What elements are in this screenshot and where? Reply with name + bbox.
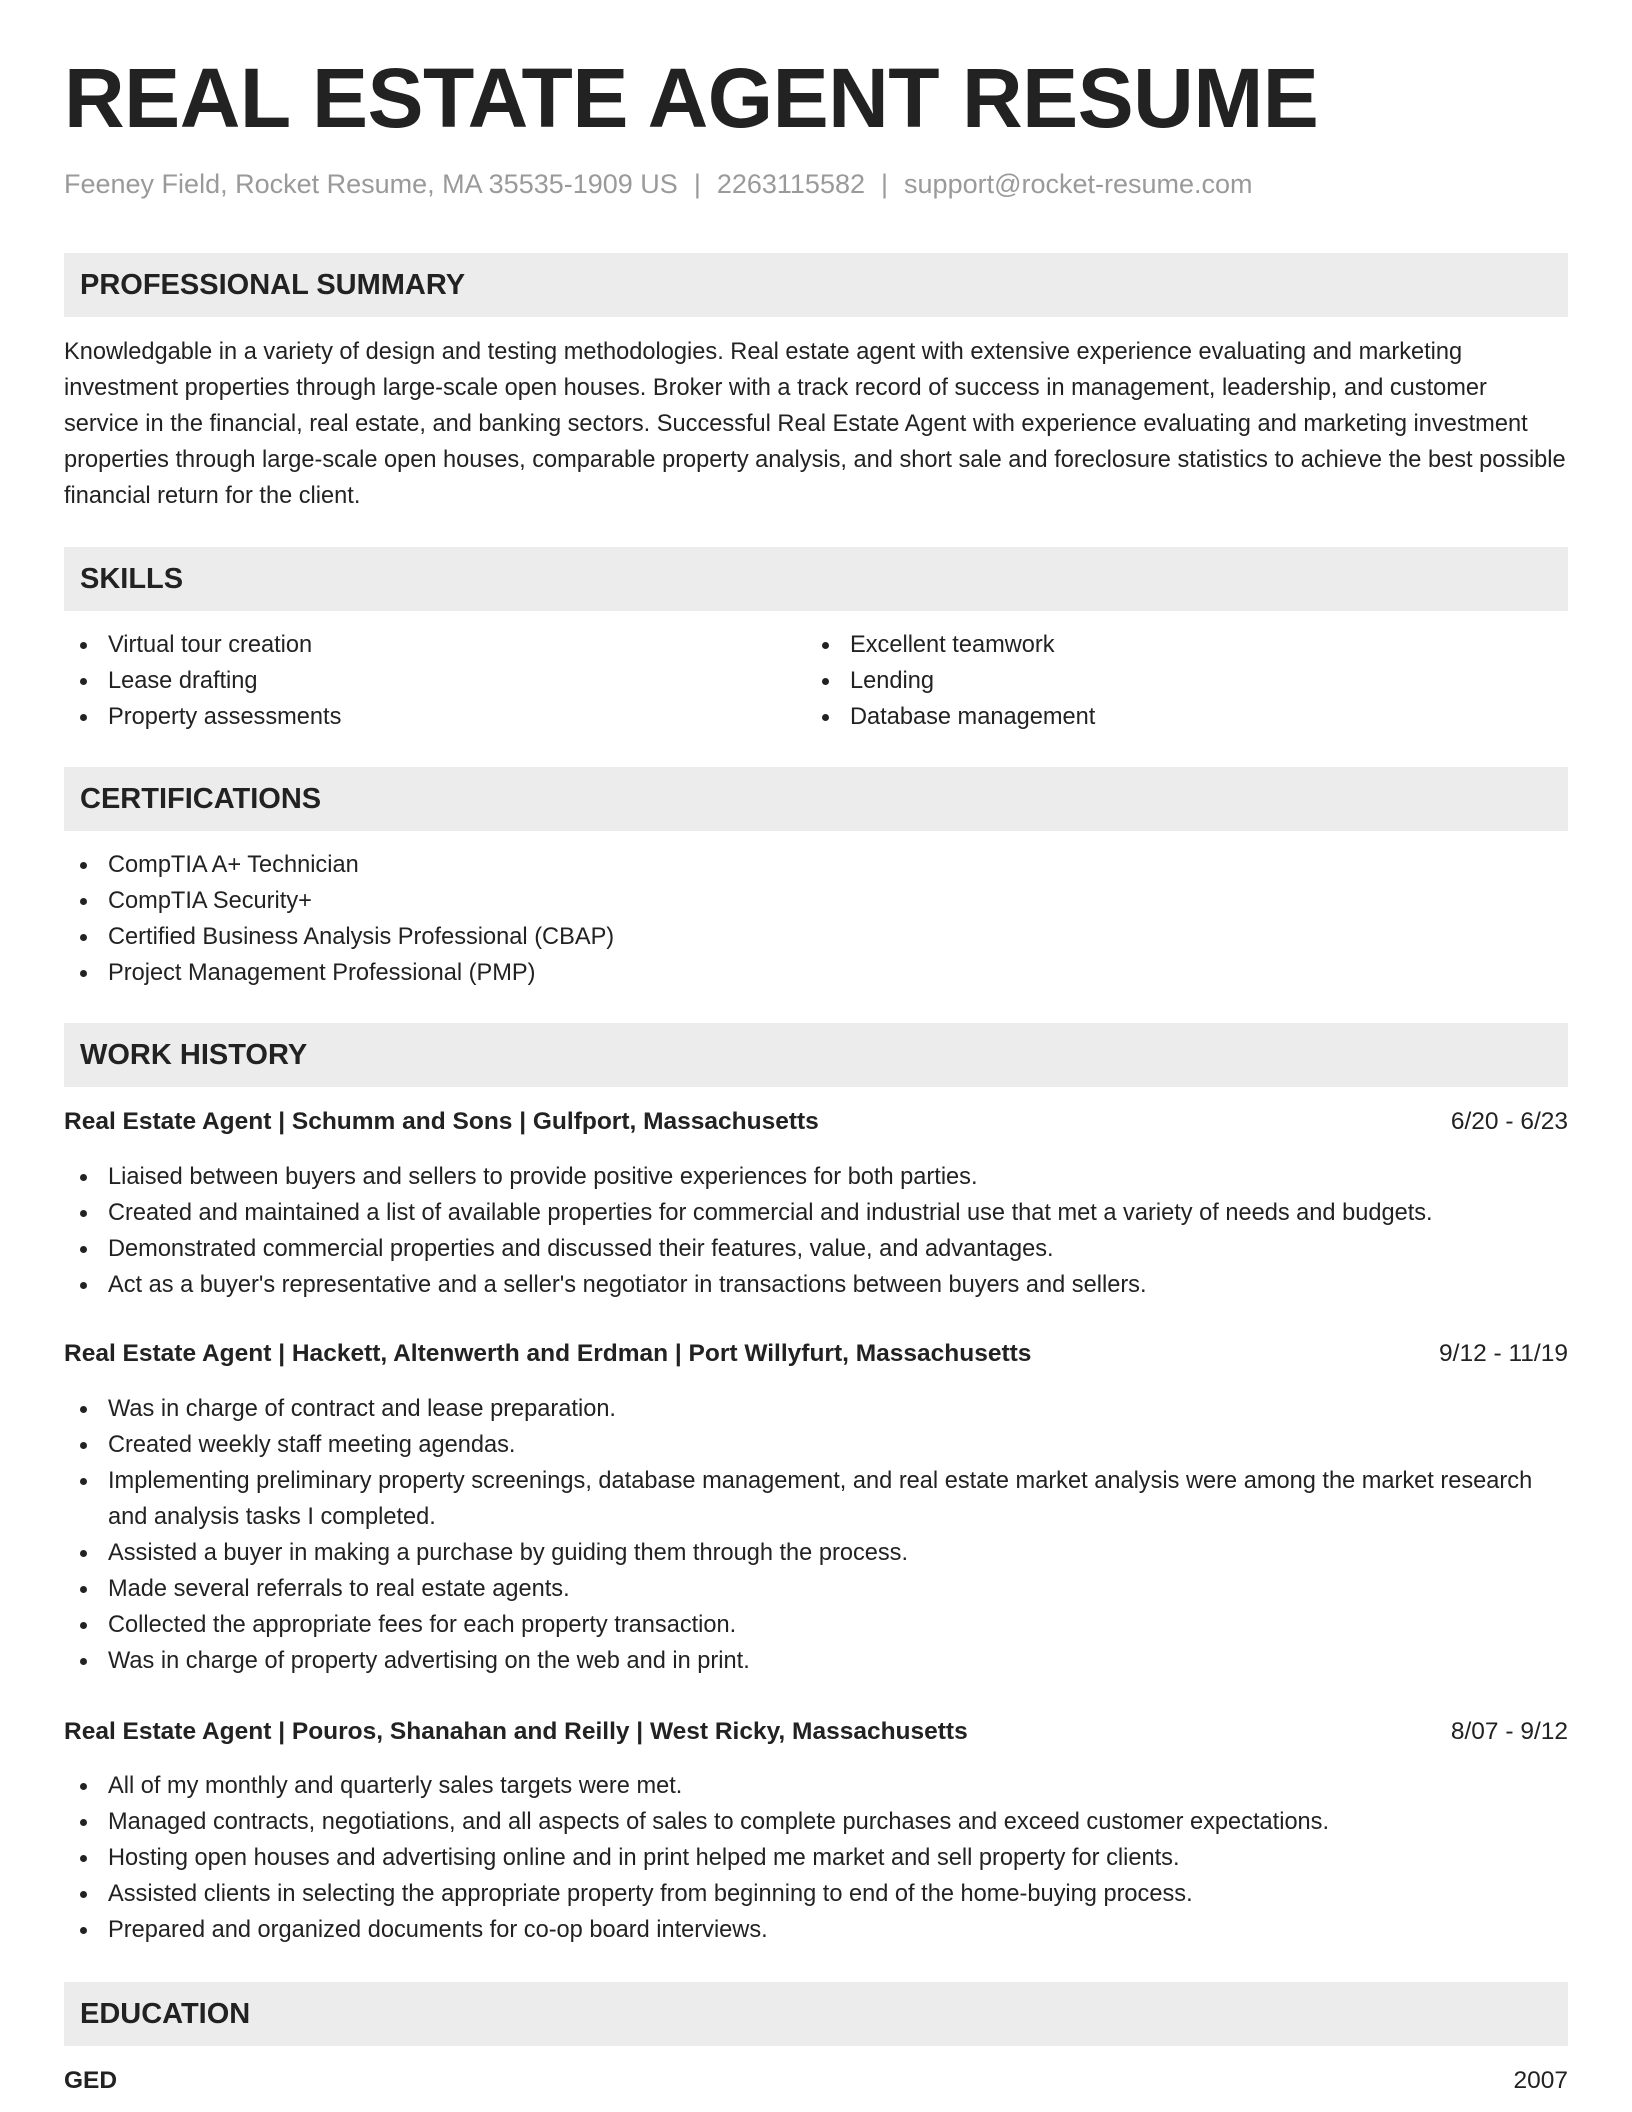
skill-item: Excellent teamwork xyxy=(806,627,1566,663)
contact-separator: | xyxy=(881,169,889,199)
skill-item: Lending xyxy=(806,663,1566,699)
skills-list-left xyxy=(64,627,804,735)
job-bullet: All of my monthly and quarterly sales targets were met. xyxy=(64,1768,1568,1804)
job-bullet: Managed contracts, negotiations, and all aspects of sales to complete purchases and exceed customer expectations. xyxy=(64,1804,1568,1840)
job-bullet: Liaised between buyers and sellers to provide positive experiences for both parties. xyxy=(64,1159,1568,1195)
job-dates: 9/12 - 11/19 xyxy=(1439,1340,1568,1367)
job-bullets xyxy=(64,1159,1568,1303)
contact-separator: | xyxy=(693,169,701,199)
skill-item: Lease drafting xyxy=(64,663,804,699)
job-dates: 8/07 - 9/12 xyxy=(1450,1718,1568,1745)
job-bullet: Was in charge of property advertising on the web and in print. xyxy=(64,1643,1568,1679)
job-bullet: Hosting open houses and advertising online and in print helped me market and sell property for clients. xyxy=(64,1840,1568,1876)
certifications-list xyxy=(64,847,1568,991)
education-year: 2007 xyxy=(1513,2067,1568,2094)
job-bullet: Assisted a buyer in making a purchase by guiding them through the process. xyxy=(64,1535,1568,1571)
job-bullets xyxy=(64,1768,1568,1948)
job-title: Real Estate Agent | Schumm and Sons | Gulfport, Massachusetts xyxy=(64,1108,819,1135)
job-bullet: Implementing preliminary property screenings, database management, and real estate market analysis were among the market research and analysis tasks I completed. xyxy=(64,1463,1568,1535)
job-dates: 6/20 - 6/23 xyxy=(1450,1108,1568,1135)
certification-item: CompTIA A+ Technician xyxy=(64,847,1568,883)
contact-phone: 2263115582 xyxy=(716,169,866,199)
contact-address: Feeney Field, Rocket Resume, MA 35535-1909 US xyxy=(64,169,678,199)
skill-item: Database management xyxy=(806,699,1566,735)
job-bullet: Assisted clients in selecting the appropriate property from beginning to end of the home-buying process. xyxy=(64,1876,1568,1912)
job-bullet: Was in charge of contract and lease preparation. xyxy=(64,1391,1568,1427)
section-header-certifications: CERTIFICATIONS xyxy=(64,767,1568,831)
skills-list-right xyxy=(806,627,1566,735)
job-bullet: Collected the appropriate fees for each property transaction. xyxy=(64,1607,1568,1643)
resume-title: REAL ESTATE AGENT RESUME xyxy=(64,51,1319,145)
job-bullet: Made several referrals to real estate agents. xyxy=(64,1571,1568,1607)
contact-line xyxy=(64,168,1253,200)
job-bullet: Created weekly staff meeting agendas. xyxy=(64,1427,1568,1463)
section-header-skills: SKILLS xyxy=(64,547,1568,611)
section-header-education: EDUCATION xyxy=(64,1982,1568,2046)
education-degree: GED xyxy=(64,2067,118,2094)
certification-item: CompTIA Security+ xyxy=(64,883,1568,919)
skill-item: Property assessments xyxy=(64,699,804,735)
summary-text: Knowledgable in a variety of design and testing methodologies. Real estate agent with extensive experience evaluating and marketing investment properties through large-scale open houses. Broker with a track record of success in management, leadership, and customer service in the financial, real estate, and banking sectors. Successful Real Estate Agent with experience evaluating and marketing investment properties through large-scale open houses, comparable property analysis, and short sale and foreclosure statistics to achieve the best possible financial return for the client. xyxy=(64,339,1566,509)
job-title: Real Estate Agent | Hackett, Altenwerth and Erdman | Port Willyfurt, Massachusetts xyxy=(64,1340,1032,1367)
job-bullet: Created and maintained a list of available properties for commercial and industrial use that met a variety of needs and budgets. xyxy=(64,1195,1568,1231)
section-header-summary: PROFESSIONAL SUMMARY xyxy=(64,253,1568,317)
certification-item: Certified Business Analysis Professional (CBAP) xyxy=(64,919,1568,955)
job-bullet: Prepared and organized documents for co-op board interviews. xyxy=(64,1912,1568,1948)
job-title: Real Estate Agent | Pouros, Shanahan and Reilly | West Ricky, Massachusetts xyxy=(64,1718,968,1745)
job-bullets xyxy=(64,1391,1568,1679)
skill-item: Virtual tour creation xyxy=(64,627,804,663)
certification-item: Project Management Professional (PMP) xyxy=(64,955,1568,991)
resume-page xyxy=(64,0,1568,2112)
section-header-work-history: WORK HISTORY xyxy=(64,1023,1568,1087)
job-bullet: Act as a buyer's representative and a seller's negotiator in transactions between buyers and sellers. xyxy=(64,1267,1568,1303)
contact-email: support@rocket-resume.com xyxy=(904,169,1253,199)
job-bullet: Demonstrated commercial properties and discussed their features, value, and advantages. xyxy=(64,1231,1568,1267)
